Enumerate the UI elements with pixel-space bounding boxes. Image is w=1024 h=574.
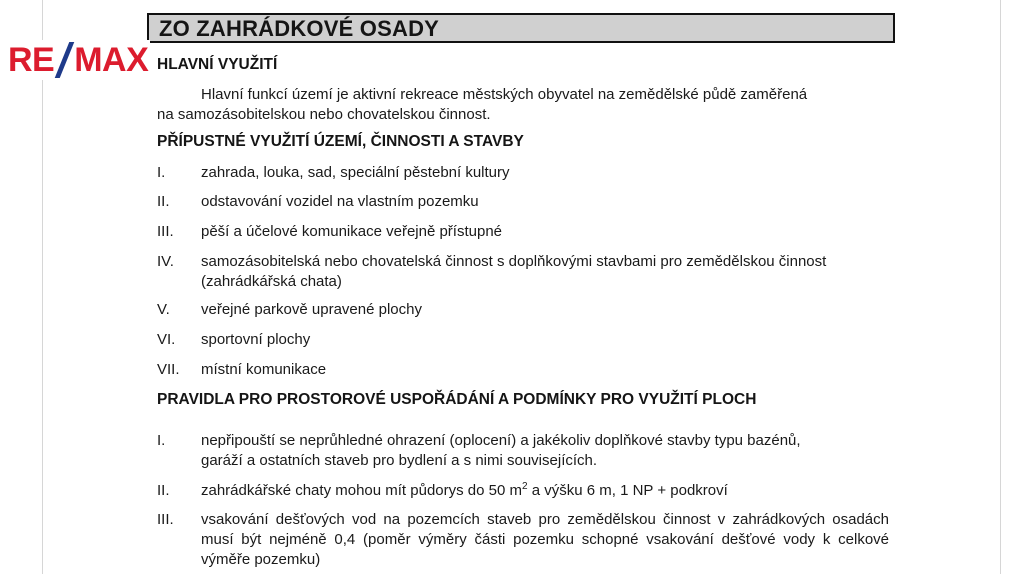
item-text-continued: (zahrádkářská chata) — [201, 273, 342, 290]
list-item — [0, 192, 1024, 212]
item-number: VI. — [157, 331, 176, 348]
item-text — [201, 481, 728, 501]
item-text: samozásobitelská nebo chovatelská činnost s doplňkovými stavbami pro zemědělskou činnost — [201, 253, 827, 270]
list-item — [0, 300, 1024, 320]
logo-text-left: RE — [8, 40, 55, 79]
item-text: sportovní plochy — [201, 331, 311, 348]
item-number: III. — [157, 511, 174, 528]
logo-text-right: MAX — [74, 40, 149, 79]
heading-main-use: HLAVNÍ VYUŽITÍ — [157, 56, 278, 73]
item-text: zahrada, louka, sad, speciální pěstební kultury — [201, 164, 510, 181]
list-item — [0, 163, 1024, 183]
main-use-line-2: na samozásobitelskou nebo chovatelskou činnost. — [157, 106, 491, 123]
list-item — [0, 481, 1024, 501]
page-title: ZO ZAHRÁDKOVÉ OSADY — [159, 16, 440, 41]
item-text: místní komunikace — [201, 361, 327, 378]
item-text: odstavování vozidel na vlastním pozemku — [201, 193, 479, 210]
heading-spatial-rules: PRAVIDLA PRO PROSTOROVÉ USPOŘÁDÁNÍ A PODMÍNKY PRO VYUŽITÍ PLOCH — [157, 391, 757, 408]
item-text: pěší a účelové komunikace veřejně přístupné — [201, 223, 503, 240]
list-item — [0, 222, 1024, 242]
item-number: III. — [157, 223, 174, 240]
logo-slash-icon — [55, 42, 73, 78]
list-item — [0, 360, 1024, 380]
item-text: vsakování dešťových vod na pozemcích staveb pro zemědělskou činnost v zahrádkových osadách musí být nejméně 0,4 (poměr výměry části pozemku schopné vsakování dešťové vody k celkové výměře pozemku) — [201, 511, 889, 568]
item-text-part-b: a výšku 6 m, 1 NP + podkroví — [527, 482, 728, 499]
title-box — [147, 13, 895, 43]
main-use-line-1: Hlavní funkcí území je aktivní rekreace městských obyvatel na zemědělské půdě zaměřená — [201, 86, 808, 103]
superscript: 2 — [522, 481, 528, 492]
item-text-part-a: zahrádkářské chaty mohou mít půdorys do 50 m — [201, 482, 522, 499]
item-text: veřejné parkově upravené plochy — [201, 301, 422, 318]
item-number: II. — [157, 482, 170, 499]
item-number: II. — [157, 193, 170, 210]
list-item — [0, 252, 1024, 290]
item-text: nepřipouští se neprůhledné ohrazení (oplocení) a jakékoliv doplňkové stavby typu bazénů, — [201, 432, 801, 449]
heading-permitted-use: PŘÍPUSTNÉ VYUŽITÍ ÚZEMÍ, ČINNOSTI A STAVBY — [157, 133, 524, 150]
item-number: I. — [157, 432, 166, 449]
list-item — [0, 330, 1024, 350]
item-number: I. — [157, 164, 166, 181]
item-number: VII. — [157, 361, 180, 378]
remax-logo — [8, 40, 150, 80]
item-number: IV. — [157, 253, 174, 270]
item-text-continued: garáží a ostatních staveb pro bydlení a s nimi souvisejících. — [201, 452, 598, 469]
list-item — [0, 510, 1024, 570]
item-number: V. — [157, 301, 170, 318]
list-item — [0, 431, 1024, 469]
